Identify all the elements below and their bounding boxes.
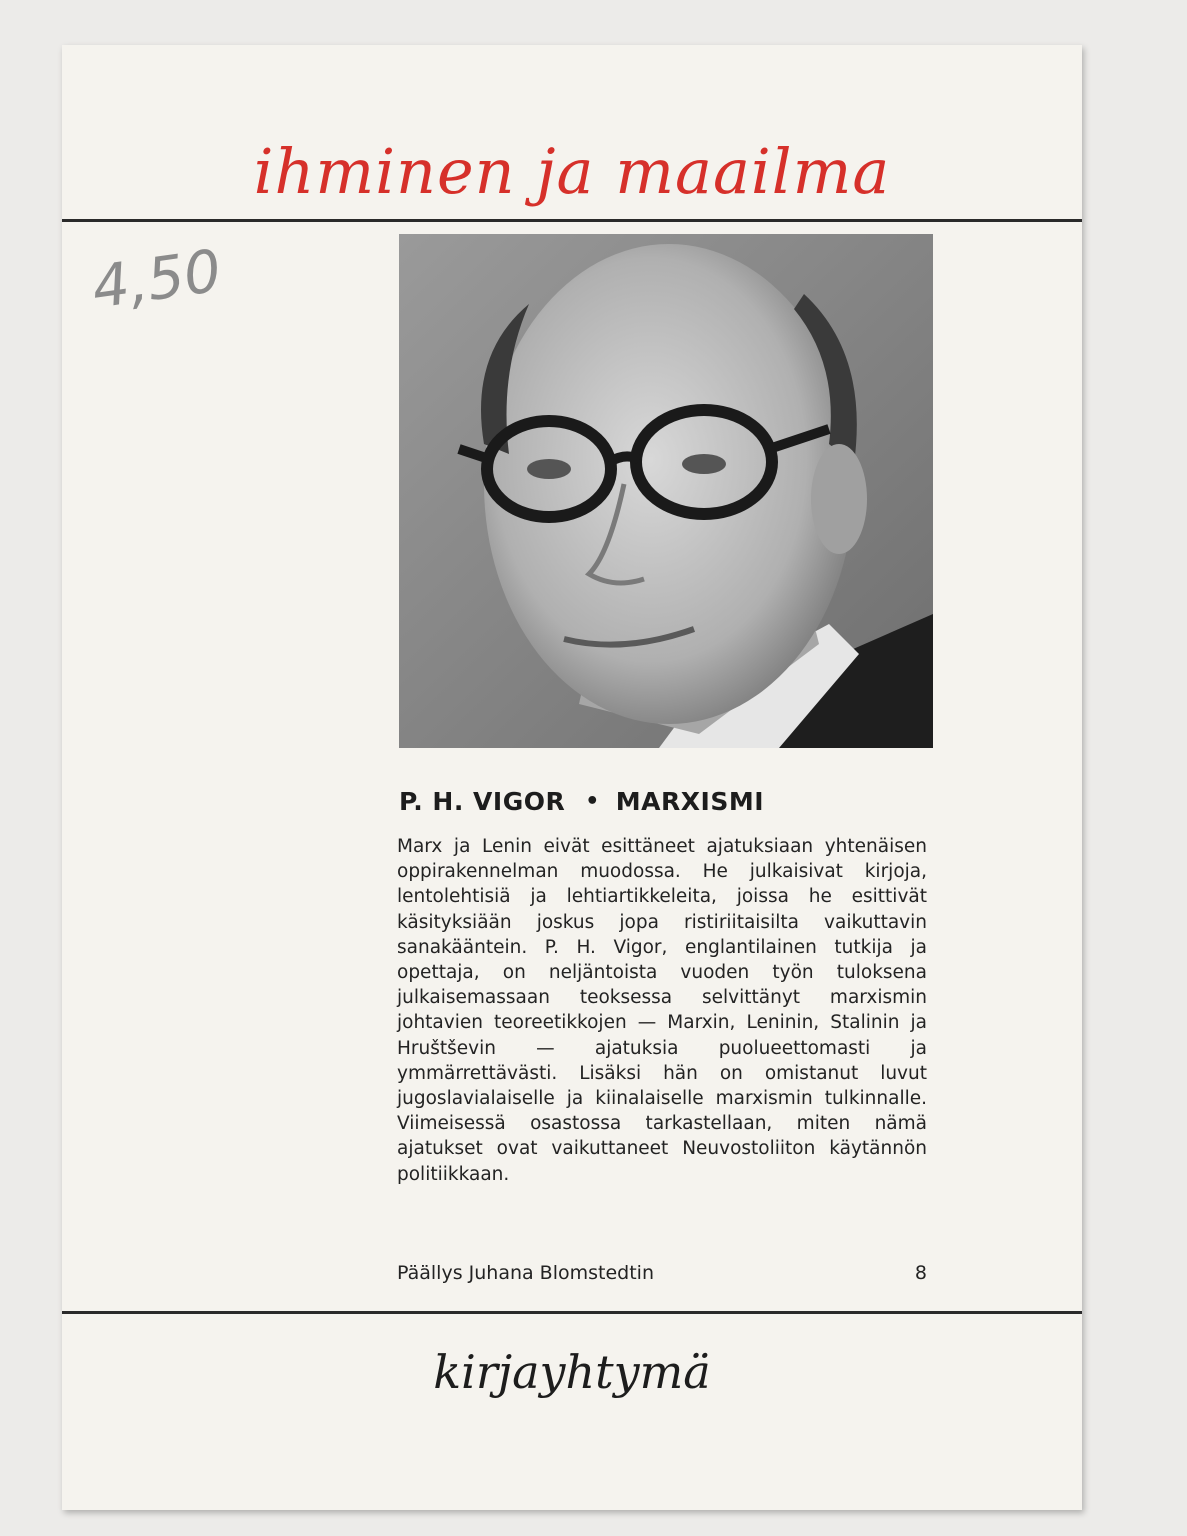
handwritten-price: 4,50 (87, 236, 226, 322)
credit-line (397, 1262, 927, 1284)
series-number: 8 (914, 1262, 927, 1284)
bottom-rule (62, 1311, 1082, 1314)
book-back-cover (62, 45, 1082, 1510)
publisher-name: kirjayhtymä (433, 1345, 711, 1399)
author-portrait (399, 234, 933, 748)
series-title: ihminen ja maailma (253, 135, 891, 208)
book-headline (399, 787, 933, 816)
blurb-text: Marx ja Lenin eivät esittäneet ajatuksiaan yhtenäisen oppirakennelman muodossa. He julkaisivat kirjoja, lentolehtisiä ja lehtiartikkeleita, joissa he esittivät käsityksiään joskus jopa ristiriitaisilta vaikuttavin sanakääntein. P. H. Vigor, englantilainen tutkija ja opettaja, on neljäntoista vuoden työn tuloksena julkaisemassaan teoksessa selvittänyt marxismin johtavien teoreetikkojen — Marxin, Leninin, Stalinin ja Hruštševin — ajatuksia puolueettomasti ja ymmärrettävästi. Lisäksi hän on omistanut luvut jugoslavialaiselle ja kiinalaiselle marxismin tulkinnalle. Viimeisessä osastossa tarkastellaan, miten nämä ajatukset ovat vaikuttaneet Neuvostoliiton käytännön politiikkaan. (397, 836, 927, 1185)
bullet-separator: • (585, 789, 600, 814)
author-name: P. H. VIGOR (399, 787, 566, 816)
top-rule (62, 219, 1082, 222)
cover-credit: Päällys Juhana Blomstedtin (397, 1262, 655, 1284)
book-title: MARXISMI (615, 787, 765, 816)
